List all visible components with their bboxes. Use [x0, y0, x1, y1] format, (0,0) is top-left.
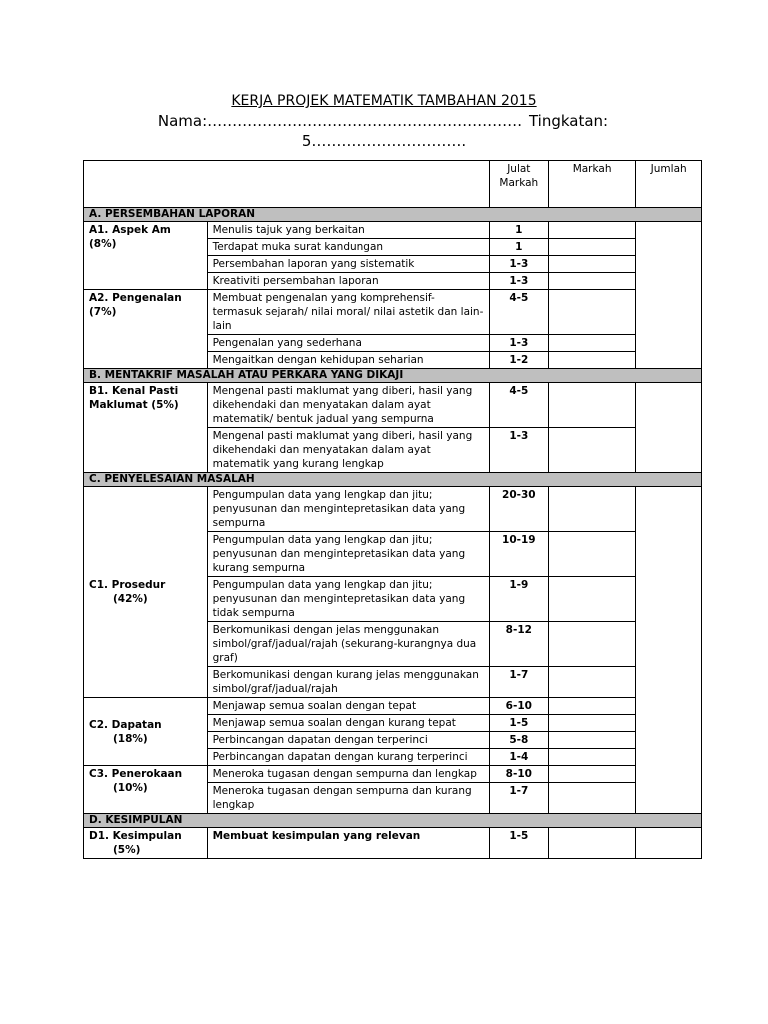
- markah-cell[interactable]: [548, 290, 636, 335]
- markah-cell[interactable]: [548, 667, 636, 698]
- jumlah-cell-a[interactable]: [636, 222, 702, 369]
- mark-range: 1-3: [489, 256, 548, 273]
- group-label-c3: [84, 766, 208, 814]
- jumlah-cell-c[interactable]: [636, 487, 702, 814]
- criterion-text: Mengaitkan dengan kehidupan seharian: [207, 352, 489, 369]
- group-label-d1: [84, 828, 208, 859]
- mark-range: 1-3: [489, 335, 548, 352]
- criterion-text: Meneroka tugasan dengan sempurna dan kurang lengkap: [207, 783, 489, 814]
- mark-range: 4-5: [489, 383, 548, 428]
- table-row: [84, 698, 702, 715]
- table-header-row: [84, 161, 702, 208]
- group-title: C3. Penerokaan: [89, 768, 183, 780]
- group-title: C1. Prosedur: [89, 579, 166, 591]
- markah-cell[interactable]: [548, 428, 636, 473]
- mark-range: 5-8: [489, 732, 548, 749]
- table-row: [84, 828, 702, 859]
- mark-range: 1-7: [489, 667, 548, 698]
- mark-range: 1-3: [489, 273, 548, 290]
- mark-range: 1-5: [489, 715, 548, 732]
- group-title: D1. Kesimpulan: [89, 830, 182, 842]
- markah-cell[interactable]: [548, 383, 636, 428]
- criterion-text: Menulis tajuk yang berkaitan: [207, 222, 489, 239]
- criterion-text: Terdapat muka surat kandungan: [207, 239, 489, 256]
- criterion-text: Pengenalan yang sederhana: [207, 335, 489, 352]
- criterion-text: Berkomunikasi dengan jelas menggunakan simbol/graf/jadual/rajah (sekurang-kurangnya dua graf): [207, 622, 489, 667]
- markah-cell[interactable]: [548, 256, 636, 273]
- mark-range: 6-10: [489, 698, 548, 715]
- mark-range: 4-5: [489, 290, 548, 335]
- table-row: [84, 766, 702, 783]
- group-label-b1: [84, 383, 208, 473]
- markah-cell[interactable]: [548, 487, 636, 532]
- markah-cell[interactable]: [548, 698, 636, 715]
- criterion-text: Mengenal pasti maklumat yang diberi, hasil yang dikehendaki dan menyatakan dalam ayat matematik/ bentuk jadual yang sempurna: [207, 383, 489, 428]
- mark-range: 1-2: [489, 352, 548, 369]
- markah-cell[interactable]: [548, 715, 636, 732]
- criterion-text: Menjawap semua soalan dengan kurang tepat: [207, 715, 489, 732]
- group-title: C2. Dapatan: [89, 718, 162, 731]
- student-info-line: [0, 111, 768, 151]
- nama-label: Nama:: [157, 112, 208, 130]
- markah-cell[interactable]: [548, 783, 636, 814]
- criterion-text: Pengumpulan data yang lengkap dan jitu; penyusunan dan mengintepretasikan data yang kurang sempurna: [207, 532, 489, 577]
- group-title: B1. Kenal Pasti Maklumat: [89, 385, 179, 411]
- group-weight: (42%): [113, 593, 148, 605]
- document-header: [0, 92, 768, 151]
- criterion-text: Perbincangan dapatan dengan terperinci: [207, 732, 489, 749]
- criterion-text: Berkomunikasi dengan kurang jelas menggunakan simbol/graf/jadual/rajah: [207, 667, 489, 698]
- markah-cell[interactable]: [548, 828, 636, 859]
- markah-cell[interactable]: [548, 732, 636, 749]
- table-row: [84, 487, 702, 532]
- group-weight: (10%): [113, 782, 148, 794]
- table-row: [84, 290, 702, 335]
- section-title: C. PENYELESAIAN MASALAH: [84, 473, 702, 487]
- mark-range: 8-10: [489, 766, 548, 783]
- header-blank-cell: [84, 161, 490, 208]
- mark-range: 20-30: [489, 487, 548, 532]
- group-weight: (7%): [89, 306, 117, 318]
- criterion-text: Meneroka tugasan dengan sempurna dan lengkap: [207, 766, 489, 783]
- markah-cell[interactable]: [548, 622, 636, 667]
- criterion-text: Pengumpulan data yang lengkap dan jitu; penyusunan dan mengintepretasikan data yang tidak sempurna: [207, 577, 489, 622]
- mark-range: 1-4: [489, 749, 548, 766]
- group-title: A2. Pengenalan: [89, 292, 182, 304]
- section-row-b: [84, 369, 702, 383]
- tingkatan-label: Tingkatan:: [528, 112, 609, 130]
- section-row-a: [84, 208, 702, 222]
- table-row: [84, 383, 702, 428]
- group-title: A1. Aspek Am: [89, 224, 171, 236]
- markah-cell[interactable]: [548, 273, 636, 290]
- table-row: [84, 222, 702, 239]
- criterion-text: Pengumpulan data yang lengkap dan jitu; penyusunan dan mengintepretasikan data yang sempurna: [207, 487, 489, 532]
- criterion-text: Kreativiti persembahan laporan: [207, 273, 489, 290]
- mark-range: 10-19: [489, 532, 548, 577]
- group-label-a1: [84, 222, 208, 290]
- mark-range: 1-3: [489, 428, 548, 473]
- markah-cell[interactable]: [548, 222, 636, 239]
- markah-cell[interactable]: [548, 352, 636, 369]
- marking-rubric-table: [83, 160, 702, 859]
- criterion-text: Menjawap semua soalan dengan tepat: [207, 698, 489, 715]
- criterion-text: Membuat kesimpulan yang relevan: [207, 828, 489, 859]
- criterion-text: Mengenal pasti maklumat yang diberi, hasil yang dikehendaki dan menyatakan dalam ayat matematik yang kurang lengkap: [207, 428, 489, 473]
- criterion-text: Membuat pengenalan yang komprehensif- termasuk sejarah/ nilai moral/ nilai astetik dan lain-lain: [207, 290, 489, 335]
- mark-range: 1-7: [489, 783, 548, 814]
- markah-cell[interactable]: [548, 577, 636, 622]
- mark-range: 1-9: [489, 577, 548, 622]
- document-title: KERJA PROJEK MATEMATIK TAMBAHAN 2015: [231, 93, 537, 109]
- mark-range: 8-12: [489, 622, 548, 667]
- group-label-a2: [84, 290, 208, 369]
- group-weight: (5%): [113, 844, 141, 856]
- jumlah-cell-b[interactable]: [636, 383, 702, 473]
- markah-cell[interactable]: [548, 239, 636, 256]
- header-markah: Markah: [548, 161, 636, 208]
- mark-range: 1: [489, 239, 548, 256]
- tingkatan-value: 5………………………….: [301, 132, 467, 150]
- markah-cell[interactable]: [548, 532, 636, 577]
- section-title: D. KESIMPULAN: [84, 814, 702, 828]
- group-weight: (8%): [89, 238, 117, 250]
- section-row-d: [84, 814, 702, 828]
- markah-cell[interactable]: [548, 766, 636, 783]
- section-title: B. MENTAKRIF MASALAH ATAU PERKARA YANG DIKAJI: [84, 369, 702, 383]
- markah-cell[interactable]: [548, 749, 636, 766]
- group-weight: (5%): [151, 399, 179, 411]
- criterion-text: Perbincangan dapatan dengan kurang terperinci: [207, 749, 489, 766]
- nama-fill: ………………………………………………………: [207, 112, 523, 130]
- mark-range: 1: [489, 222, 548, 239]
- mark-range: 1-5: [489, 828, 548, 859]
- group-label-c1: [84, 487, 208, 698]
- markah-cell[interactable]: [548, 335, 636, 352]
- group-weight: (18%): [113, 732, 148, 745]
- jumlah-cell-d[interactable]: [636, 828, 702, 859]
- section-title: A. PERSEMBAHAN LAPORAN: [84, 208, 702, 222]
- criterion-text: Persembahan laporan yang sistematik: [207, 256, 489, 273]
- header-jumlah: Jumlah: [636, 161, 702, 208]
- group-label-c2: [84, 698, 208, 766]
- section-row-c: [84, 473, 702, 487]
- header-julat-markah: Julat Markah: [489, 161, 548, 208]
